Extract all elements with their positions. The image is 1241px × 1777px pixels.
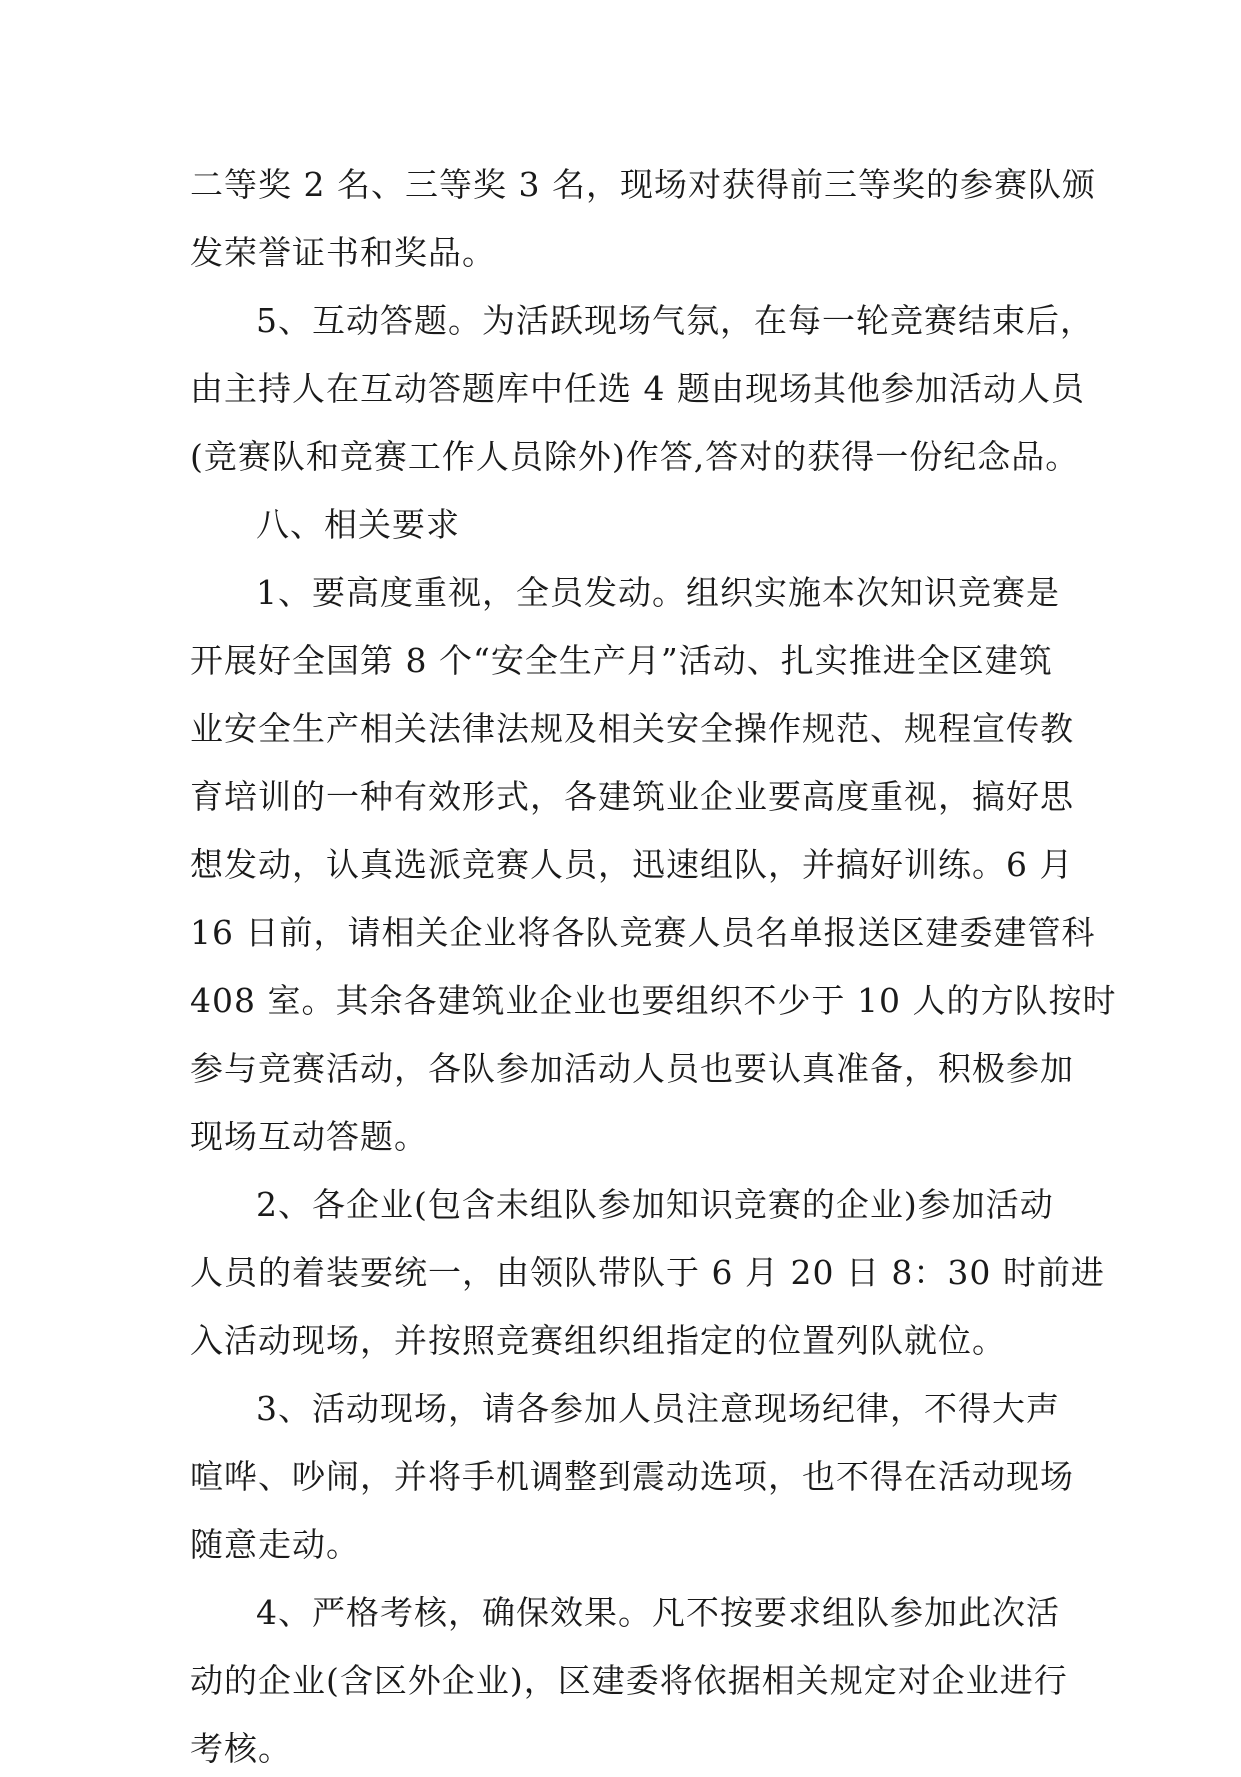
text-line: 开展好全国第 8 个“安全生产月”活动、扎实推进全区建筑 (190, 641, 1053, 680)
text-line: (竞赛队和竞赛工作人员除外)作答,答对的获得一份纪念品。 (190, 437, 1080, 476)
text-line: 喧哗、吵闹，并将手机调整到震动选项，也不得在活动现场 (190, 1457, 1074, 1496)
text-line: 4、严格考核，确保效果。凡不按要求组队参加此次活 (256, 1593, 1060, 1632)
text-line: 入活动现场，并按照竞赛组织组指定的位置列队就位。 (190, 1321, 1006, 1360)
text-line: 业安全生产相关法律法规及相关安全操作规范、规程宣传教 (190, 709, 1074, 748)
text-line: 由主持人在互动答题库中任选 4 题由现场其他参加活动人员 (190, 369, 1085, 408)
text-line: 5、互动答题。为活跃现场气氛，在每一轮竞赛结束后， (256, 301, 1094, 340)
text-line: 动的企业(含区外企业)，区建委将依据相关规定对企业进行 (190, 1661, 1068, 1700)
text-line: 发荣誉证书和奖品。 (190, 233, 496, 272)
text-line: 2、各企业(包含未组队参加知识竞赛的企业)参加活动 (256, 1185, 1054, 1224)
text-line: 16 日前，请相关企业将各队竞赛人员名单报送区建委建管科 (190, 913, 1096, 952)
text-line: 3、活动现场，请各参加人员注意现场纪律，不得大声 (256, 1389, 1060, 1428)
section-heading: 八、相关要求 (256, 505, 460, 544)
text-line: 人员的着装要统一，由领队带队于 6 月 20 日 8：30 时前进 (190, 1253, 1105, 1292)
text-line: 想发动，认真选派竞赛人员，迅速组队，并搞好训练。6 月 (190, 845, 1074, 884)
text-line: 育培训的一种有效形式，各建筑业企业要高度重视，搞好思 (190, 777, 1074, 816)
text-line: 1、要高度重视，全员发动。组织实施本次知识竞赛是 (256, 573, 1060, 612)
text-line: 参与竞赛活动，各队参加活动人员也要认真准备，积极参加 (190, 1049, 1074, 1088)
text-line: 二等奖 2 名、三等奖 3 名，现场对获得前三等奖的参赛队颁 (190, 165, 1096, 204)
text-line: 随意走动。 (190, 1525, 360, 1564)
text-line: 408 室。其余各建筑业企业也要组织不少于 10 人的方队按时 (190, 981, 1117, 1020)
text-line: 现场互动答题。 (190, 1117, 428, 1156)
text-line: 考核。 (190, 1729, 292, 1768)
